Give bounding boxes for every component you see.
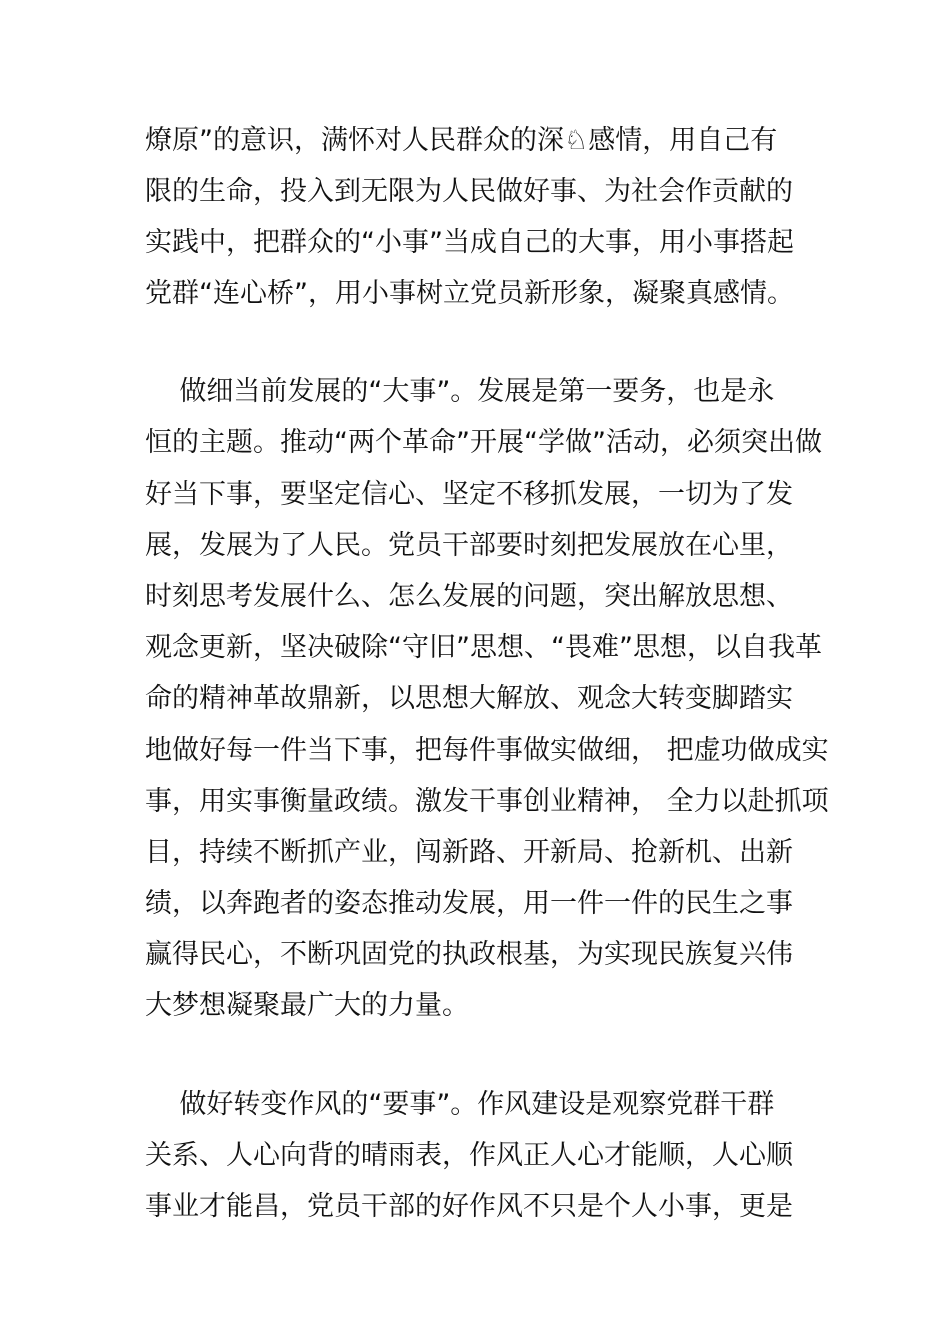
- paragraph-1-line: 燎原”的意识，满怀对人民群众的深♘感情，用自己有: [145, 125, 778, 156]
- paragraph-1-line: 限的生命，投入到无限为人民做好事、为社会作贡献的: [145, 176, 793, 207]
- paragraph-2-line: 事，用实事衡量政绩。激发干事创业精神， 全力以赴抓项: [145, 786, 829, 817]
- paragraph-2-line: 命的精神革故鼎新，以思想大解放、观念大转变脚踏实: [145, 683, 793, 714]
- paragraph-2-line: 观念更新，坚决破除“守旧”思想、“畏难”思想，以自我革: [145, 632, 822, 663]
- paragraph-2-line: 地做好每一件当下事，把每件事做实做细， 把虚功做成实: [145, 735, 829, 766]
- paragraph-3-line: 事业才能昌，党员干部的好作风不只是个人小事，更是: [145, 1191, 793, 1222]
- paragraph-2-line: 赢得民心，不断巩固党的执政根基，为实现民族复兴伟: [145, 939, 793, 970]
- paragraph-2-line: 好当下事，要坚定信心、坚定不移抓发展，一切为了发: [145, 479, 793, 510]
- paragraph-2-line: 恒的主题。推动“两个革命”开展“学做”活动，必须突出做: [145, 427, 822, 458]
- paragraph-2-line: 大梦想凝聚最广大的力量。: [145, 990, 469, 1021]
- paragraph-2-line: 展，发展为了人民。党员干部要时刻把发展放在心里，: [145, 530, 793, 561]
- paragraph-2-line: 做细当前发展的“大事”。发展是第一要务，也是永: [145, 376, 775, 407]
- paragraph-1-line: 党群“连心桥”，用小事树立党员新形象，凝聚真感情。: [145, 278, 794, 309]
- paragraph-2-line: 时刻思考发展什么、怎么发展的问题，突出解放思想、: [145, 581, 793, 612]
- paragraph-2-line: 绩，以奔跑者的姿态推动发展，用一件一件的民生之事: [145, 888, 793, 919]
- paragraph-1-line: 实践中，把群众的“小事”当成自己的大事，用小事搭起: [145, 227, 794, 258]
- paragraph-2-line: 目，持续不断抓产业，闯新路、开新局、抢新机、出新: [145, 837, 793, 868]
- paragraph-3-line: 做好转变作风的“要事”。作风建设是观察党群干群: [145, 1089, 775, 1120]
- paragraph-3-line: 关系、人心向背的晴雨表，作风正人心才能顺，人心顺: [145, 1140, 793, 1171]
